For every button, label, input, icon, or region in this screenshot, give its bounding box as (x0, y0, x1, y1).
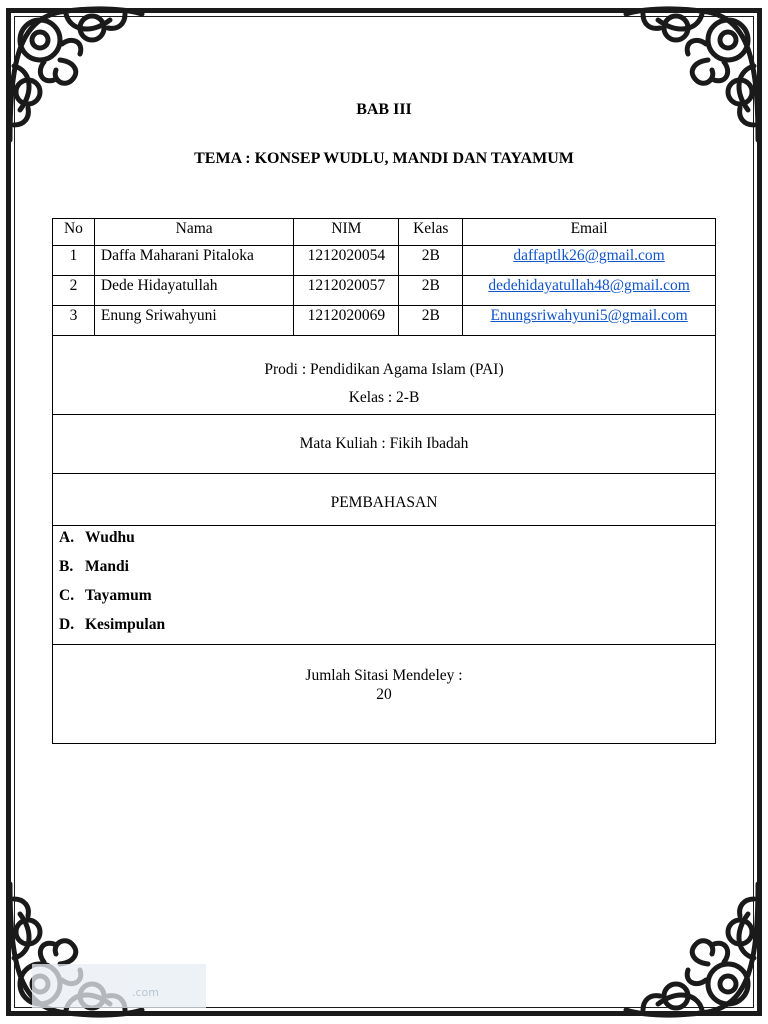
list-item-text: Kesimpulan (85, 616, 166, 633)
column-header-no: No (53, 219, 95, 246)
list-item-letter: D. (59, 616, 75, 633)
table-row (53, 276, 716, 306)
theme-heading: TEMA : KONSEP WUDLU, MANDI DAN TAYAMUM (194, 150, 574, 167)
mendeley-count: 20 (376, 686, 392, 703)
list-item-letter: B. (59, 558, 74, 575)
row-email-cell (463, 276, 716, 306)
watermark: .com (32, 964, 206, 1008)
row-no: 1 (53, 246, 95, 276)
ornamental-corner-icon (0, 0, 150, 150)
prodi-label: Prodi : Pendidikan Agama Islam (PAI) (264, 361, 504, 378)
ornamental-corner-icon (618, 0, 768, 150)
row-class: 2B (399, 276, 463, 306)
column-header-email: Email (463, 219, 716, 246)
row-nim: 1212020054 (294, 246, 399, 276)
row-name: Dede Hidayatullah (94, 276, 294, 306)
list-item (59, 586, 715, 615)
row-name: Daffa Maharani Pitaloka (94, 246, 294, 276)
mendeley-section (53, 645, 716, 744)
course-section (53, 415, 716, 474)
row-nim: 1212020069 (294, 306, 399, 336)
email-link[interactable]: Enungsriwahyuni5@gmail.com (490, 307, 688, 324)
row-no: 2 (53, 276, 95, 306)
list-item-text: Tayamum (85, 587, 152, 604)
table-header-row (53, 219, 716, 246)
list-item-letter: A. (59, 529, 75, 546)
discussion-section (53, 474, 716, 526)
class-label: Kelas : 2-B (348, 389, 420, 406)
ornamental-corner-icon (618, 874, 768, 1024)
list-item (59, 615, 715, 644)
course-label: Mata Kuliah : Fikih Ibadah (53, 415, 716, 474)
row-nim: 1212020057 (294, 276, 399, 306)
prodi-section (53, 336, 716, 415)
row-class: 2B (399, 246, 463, 276)
table-row (53, 306, 716, 336)
email-link[interactable]: dedehidayatullah48@gmail.com (488, 277, 690, 294)
chapter-heading: BAB III (356, 101, 412, 118)
row-name: Enung Sriwahyuni (94, 306, 294, 336)
row-email-cell (463, 246, 716, 276)
row-no: 3 (53, 306, 95, 336)
list-item-text: Mandi (85, 558, 129, 575)
list-item (59, 557, 715, 586)
list-item (59, 528, 715, 557)
member-table (52, 218, 716, 744)
list-item-letter: C. (59, 587, 75, 604)
topics-section (53, 526, 716, 645)
table-row (53, 246, 716, 276)
column-header-name: Nama (94, 219, 294, 246)
email-link[interactable]: daffaptlk26@gmail.com (513, 247, 665, 264)
list-item-text: Wudhu (85, 529, 135, 546)
topic-list (59, 528, 715, 644)
row-class: 2B (399, 306, 463, 336)
mendeley-label: Jumlah Sitasi Mendeley : (305, 667, 463, 684)
discussion-title: PEMBAHASAN (53, 474, 716, 526)
row-email-cell (463, 306, 716, 336)
column-header-nim: NIM (294, 219, 399, 246)
column-header-class: Kelas (399, 219, 463, 246)
